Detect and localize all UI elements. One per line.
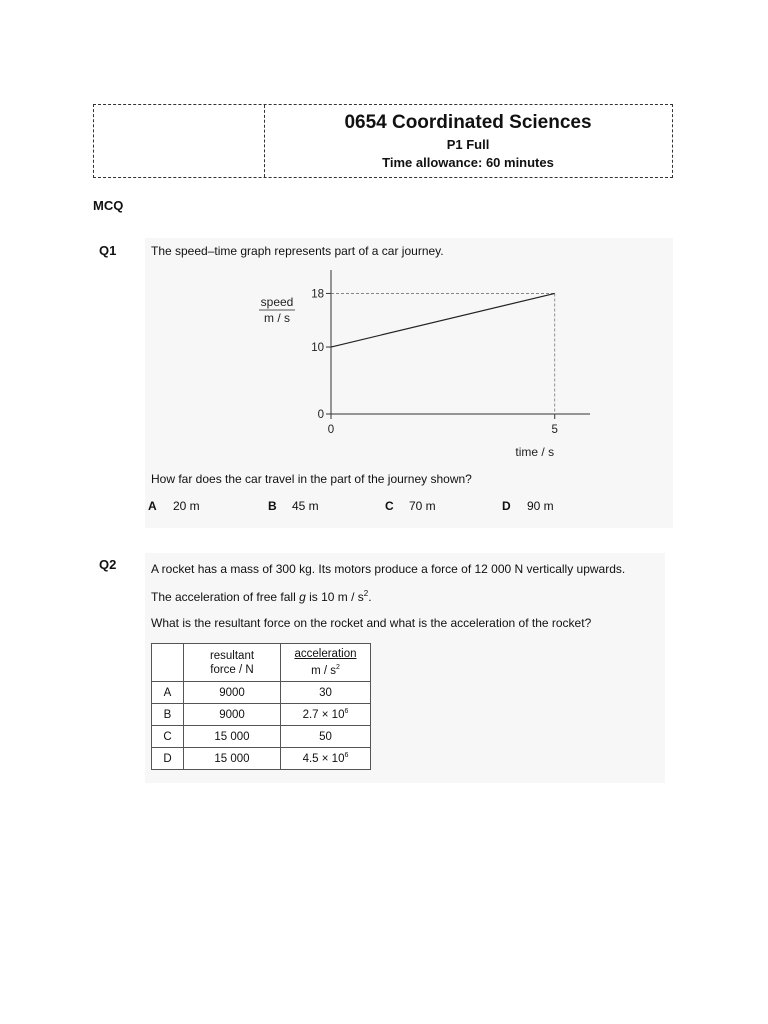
- paper-label: P1 Full: [446, 137, 490, 152]
- x-axis-label: time / s: [515, 445, 555, 459]
- q2-answer-table: [151, 643, 371, 770]
- force-header-line2: force / N: [210, 663, 254, 676]
- q2-line2-exponent: 2: [363, 589, 369, 598]
- q2-line2-end: .: [368, 590, 372, 604]
- table-row-force: 9000: [184, 682, 281, 704]
- q1-option-a-value: 20 m: [173, 499, 200, 513]
- q1-prompt: How far does the car travel in the part of the journey shown?: [151, 472, 472, 486]
- q1-option-d-letter: D: [502, 499, 511, 513]
- time-allowance: Time allowance: 60 minutes: [382, 155, 554, 170]
- table-header-acceleration: [281, 644, 371, 682]
- question-number-q1: Q1: [99, 243, 117, 258]
- table-row: [152, 726, 371, 748]
- q2-line2-value: is 10 m / s: [305, 590, 364, 604]
- table-row-acceleration: [281, 704, 371, 726]
- table-row: [152, 704, 371, 726]
- y-axis-label-bottom: m / s: [264, 311, 290, 325]
- table-row-letter: D: [152, 748, 184, 770]
- q2-line2-text: The acceleration of free fall: [151, 590, 300, 604]
- speed-time-graph: [250, 270, 590, 465]
- acceleration-value: 30: [319, 686, 332, 699]
- y-tick-label: 10: [311, 342, 324, 355]
- table-row-acceleration: [281, 682, 371, 704]
- acceleration-unit: m / s: [311, 664, 336, 677]
- table-row: [152, 748, 371, 770]
- q1-intro: The speed–time graph represents part of a car journey.: [151, 244, 444, 258]
- table-row-letter: B: [152, 704, 184, 726]
- q1-option-c-value: 70 m: [409, 499, 436, 513]
- table-row-force: 9000: [184, 704, 281, 726]
- q2-line3: What is the resultant force on the rocket and what is the acceleration of the rocket?: [151, 616, 592, 630]
- table-row: [152, 682, 371, 704]
- series-line: [331, 293, 555, 347]
- acceleration-exponent: 6: [344, 752, 349, 760]
- q1-option-c-letter: C: [385, 499, 394, 513]
- table-row-acceleration: [281, 726, 371, 748]
- q2-line2: [151, 589, 372, 604]
- acceleration-value: 2.7 × 10: [302, 708, 345, 721]
- q1-option-b-letter: B: [268, 499, 277, 513]
- table-row-force: 15 000: [184, 726, 281, 748]
- acceleration-value: 4.5 × 10: [302, 752, 345, 765]
- force-header-line1: resultant: [209, 649, 255, 662]
- document-title: 0654 Coordinated Sciences: [344, 112, 592, 133]
- q1-option-b-value: 45 m: [292, 499, 319, 513]
- q2-line1: A rocket has a mass of 300 kg. Its motors produce a force of 12 000 N vertically upwards.: [151, 562, 626, 576]
- q1-option-a-letter: A: [148, 499, 157, 513]
- q2-line2-symbol: g: [299, 590, 306, 604]
- acceleration-header-line2: [281, 661, 370, 678]
- table-row-letter: A: [152, 682, 184, 704]
- q1-option-d-value: 90 m: [527, 499, 554, 513]
- table-header-blank: [152, 644, 184, 682]
- acceleration-unit-exponent: 2: [336, 664, 340, 672]
- acceleration-header-line1: acceleration: [294, 648, 357, 661]
- question-number-q2: Q2: [99, 557, 117, 572]
- y-axis-label-top: speed: [260, 295, 294, 309]
- table-row-acceleration: [281, 748, 371, 770]
- x-tick-label: 5: [551, 424, 558, 436]
- acceleration-value: 50: [319, 730, 332, 743]
- x-tick-label: 0: [327, 424, 335, 436]
- acceleration-exponent: 6: [344, 708, 349, 716]
- section-label: MCQ: [93, 198, 124, 213]
- y-tick-label: 18: [311, 288, 324, 301]
- table-row-force: 15 000: [184, 748, 281, 770]
- header-box: [93, 104, 673, 178]
- table-header-row: [152, 644, 371, 682]
- table-header-force: [184, 644, 281, 682]
- y-tick-label: 0: [317, 409, 324, 421]
- table-row-letter: C: [152, 726, 184, 748]
